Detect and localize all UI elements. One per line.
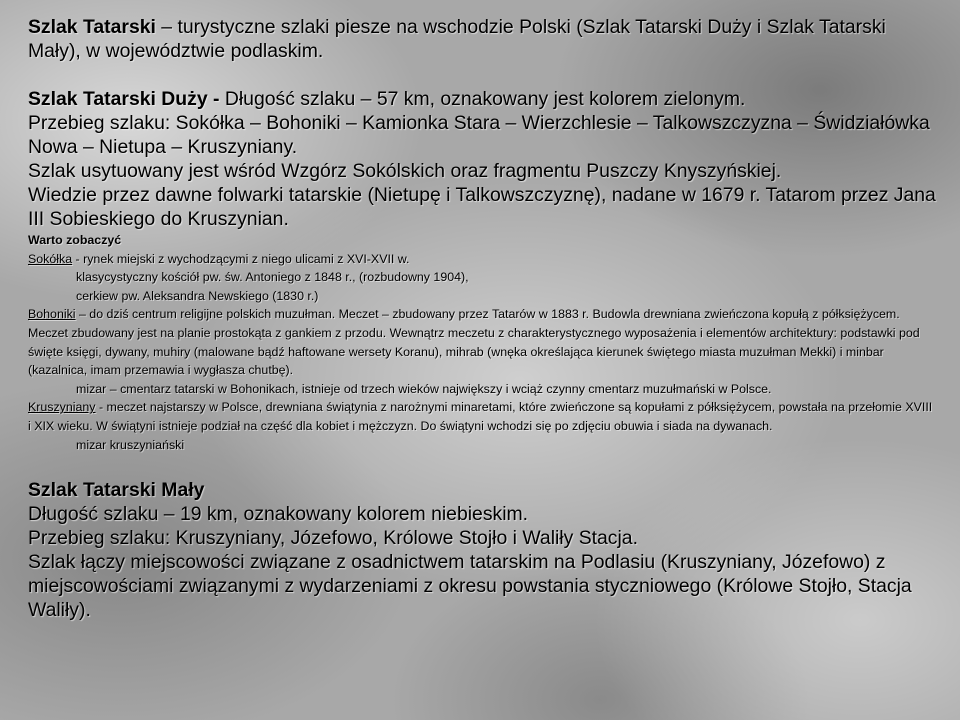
bohoniki-item-mizar: mizar – cmentarz tatarski w Bohonikach, istnieje od trzech wieków największy i wciąż czynny cmentarz muzułmański w Polsce. — [76, 381, 772, 396]
kruszyniany-name: Kruszyniany — [28, 400, 96, 415]
worth-seeing-title: Warto zobaczyć — [28, 233, 122, 247]
maly-heading-text: Szlak Tatarski Mały — [28, 479, 205, 502]
kruszyniany-item-mizar: mizar kruszyniański — [76, 437, 185, 452]
duzy-history: Wiedzie przez dawne folwarki tatarskie (Nietupę i Talkowszczyznę), nadane w 1679 r. Tatarom przez Jana III Sobieskiego do Kruszynian. — [28, 184, 936, 230]
duzy-heading-line — [28, 87, 938, 111]
sokolka-paragraph — [28, 250, 938, 269]
spacer — [28, 63, 938, 87]
intro-paragraph — [28, 15, 938, 63]
sokolka-text: - rynek miejski z wychodzącymi z niego ulicami z XVI-XVII w. — [72, 251, 410, 266]
bohoniki-paragraph — [28, 305, 938, 379]
duzy-length: Długość szlaku – 57 km, oznakowany jest kolorem zielonym. — [224, 88, 746, 110]
intro-term: Szlak Tatarski — [28, 16, 156, 38]
maly-heading — [28, 478, 938, 502]
sokolka-item-church: klasycystyczny kościół pw. św. Antoniego z 1848 r., (rozbudowny 1904), — [76, 270, 469, 285]
maly-connects: Szlak łączy miejscowości związane z osadnictwem tatarskim na Podlasiu (Kruszyniany, Józefowo) z miejscowościami związanymi z wydarzeniami z okresu powstania styczniowego (Królowe Stojło, Stacja Waliły). — [28, 551, 912, 622]
slide-content — [28, 15, 938, 622]
sokolka-name: Sokółka — [28, 251, 73, 266]
duzy-location: Szlak usytuowany jest wśród Wzgórz Sokólskich oraz fragmentu Puszczy Knyszyńskiej. — [28, 160, 782, 182]
maly-length: Długość szlaku – 19 km, oznakowany kolorem niebieskim. — [28, 503, 529, 526]
kruszyniany-paragraph — [28, 398, 938, 435]
spacer — [28, 454, 938, 478]
sokolka-item-orthodox: cerkiew pw. Aleksandra Newskiego (1830 r.) — [76, 288, 319, 303]
kruszyniany-text: - meczet najstarszy w Polsce, drewniana świątynia z narożnymi minaretami, które zwieńczone są kopułami z półksiężycem, powstała na przełomie XVIII i XIX wieku. W świątyni istnieje podział na część dla kobiet i mężczyzn. Do świątyni wchodzi się po zdjęciu obuwia i siada na dywanach. — [28, 400, 933, 433]
bohoniki-name: Bohoniki — [28, 307, 76, 322]
bohoniki-text: – do dziś centrum religijne polskich muzułman. Meczet – zbudowany przez Tatarów w 1883 r. Budowla drewniana zwieńczona kopułą z półksiężycem. Meczet zbudowany jest na planie prostokąta z gankiem z przodu. Wewnątrz meczetu z charakterystycznego wyposażenia i elementów architektury: podstawki pod święte księgi, dywany, muhiry (malowane bądź haftowane wersety Koranu), mihrab (wnęka określająca kierunek świętego miasta muzułman Mekki) i minbar (kazalnica, imam przemawia i wygłasza chutbę). — [28, 307, 920, 378]
duzy-route: Przebieg szlaku: Sokółka – Bohoniki – Kamionka Stara – Wierzchlesie – Talkowszczyzna – Świdziałówka Nowa – Nietupa – Kruszyniany. — [28, 112, 930, 158]
maly-route: Przebieg szlaku: Kruszyniany, Józefowo, Królowe Stojło i Waliły Stacja. — [28, 527, 638, 550]
duzy-heading: Szlak Tatarski Duży - — [28, 88, 225, 110]
intro-text: – turystyczne szlaki piesze na wschodzie Polski (Szlak Tatarski Duży i Szlak Tatarski Mały), w województwie podlaskim. — [28, 16, 886, 62]
